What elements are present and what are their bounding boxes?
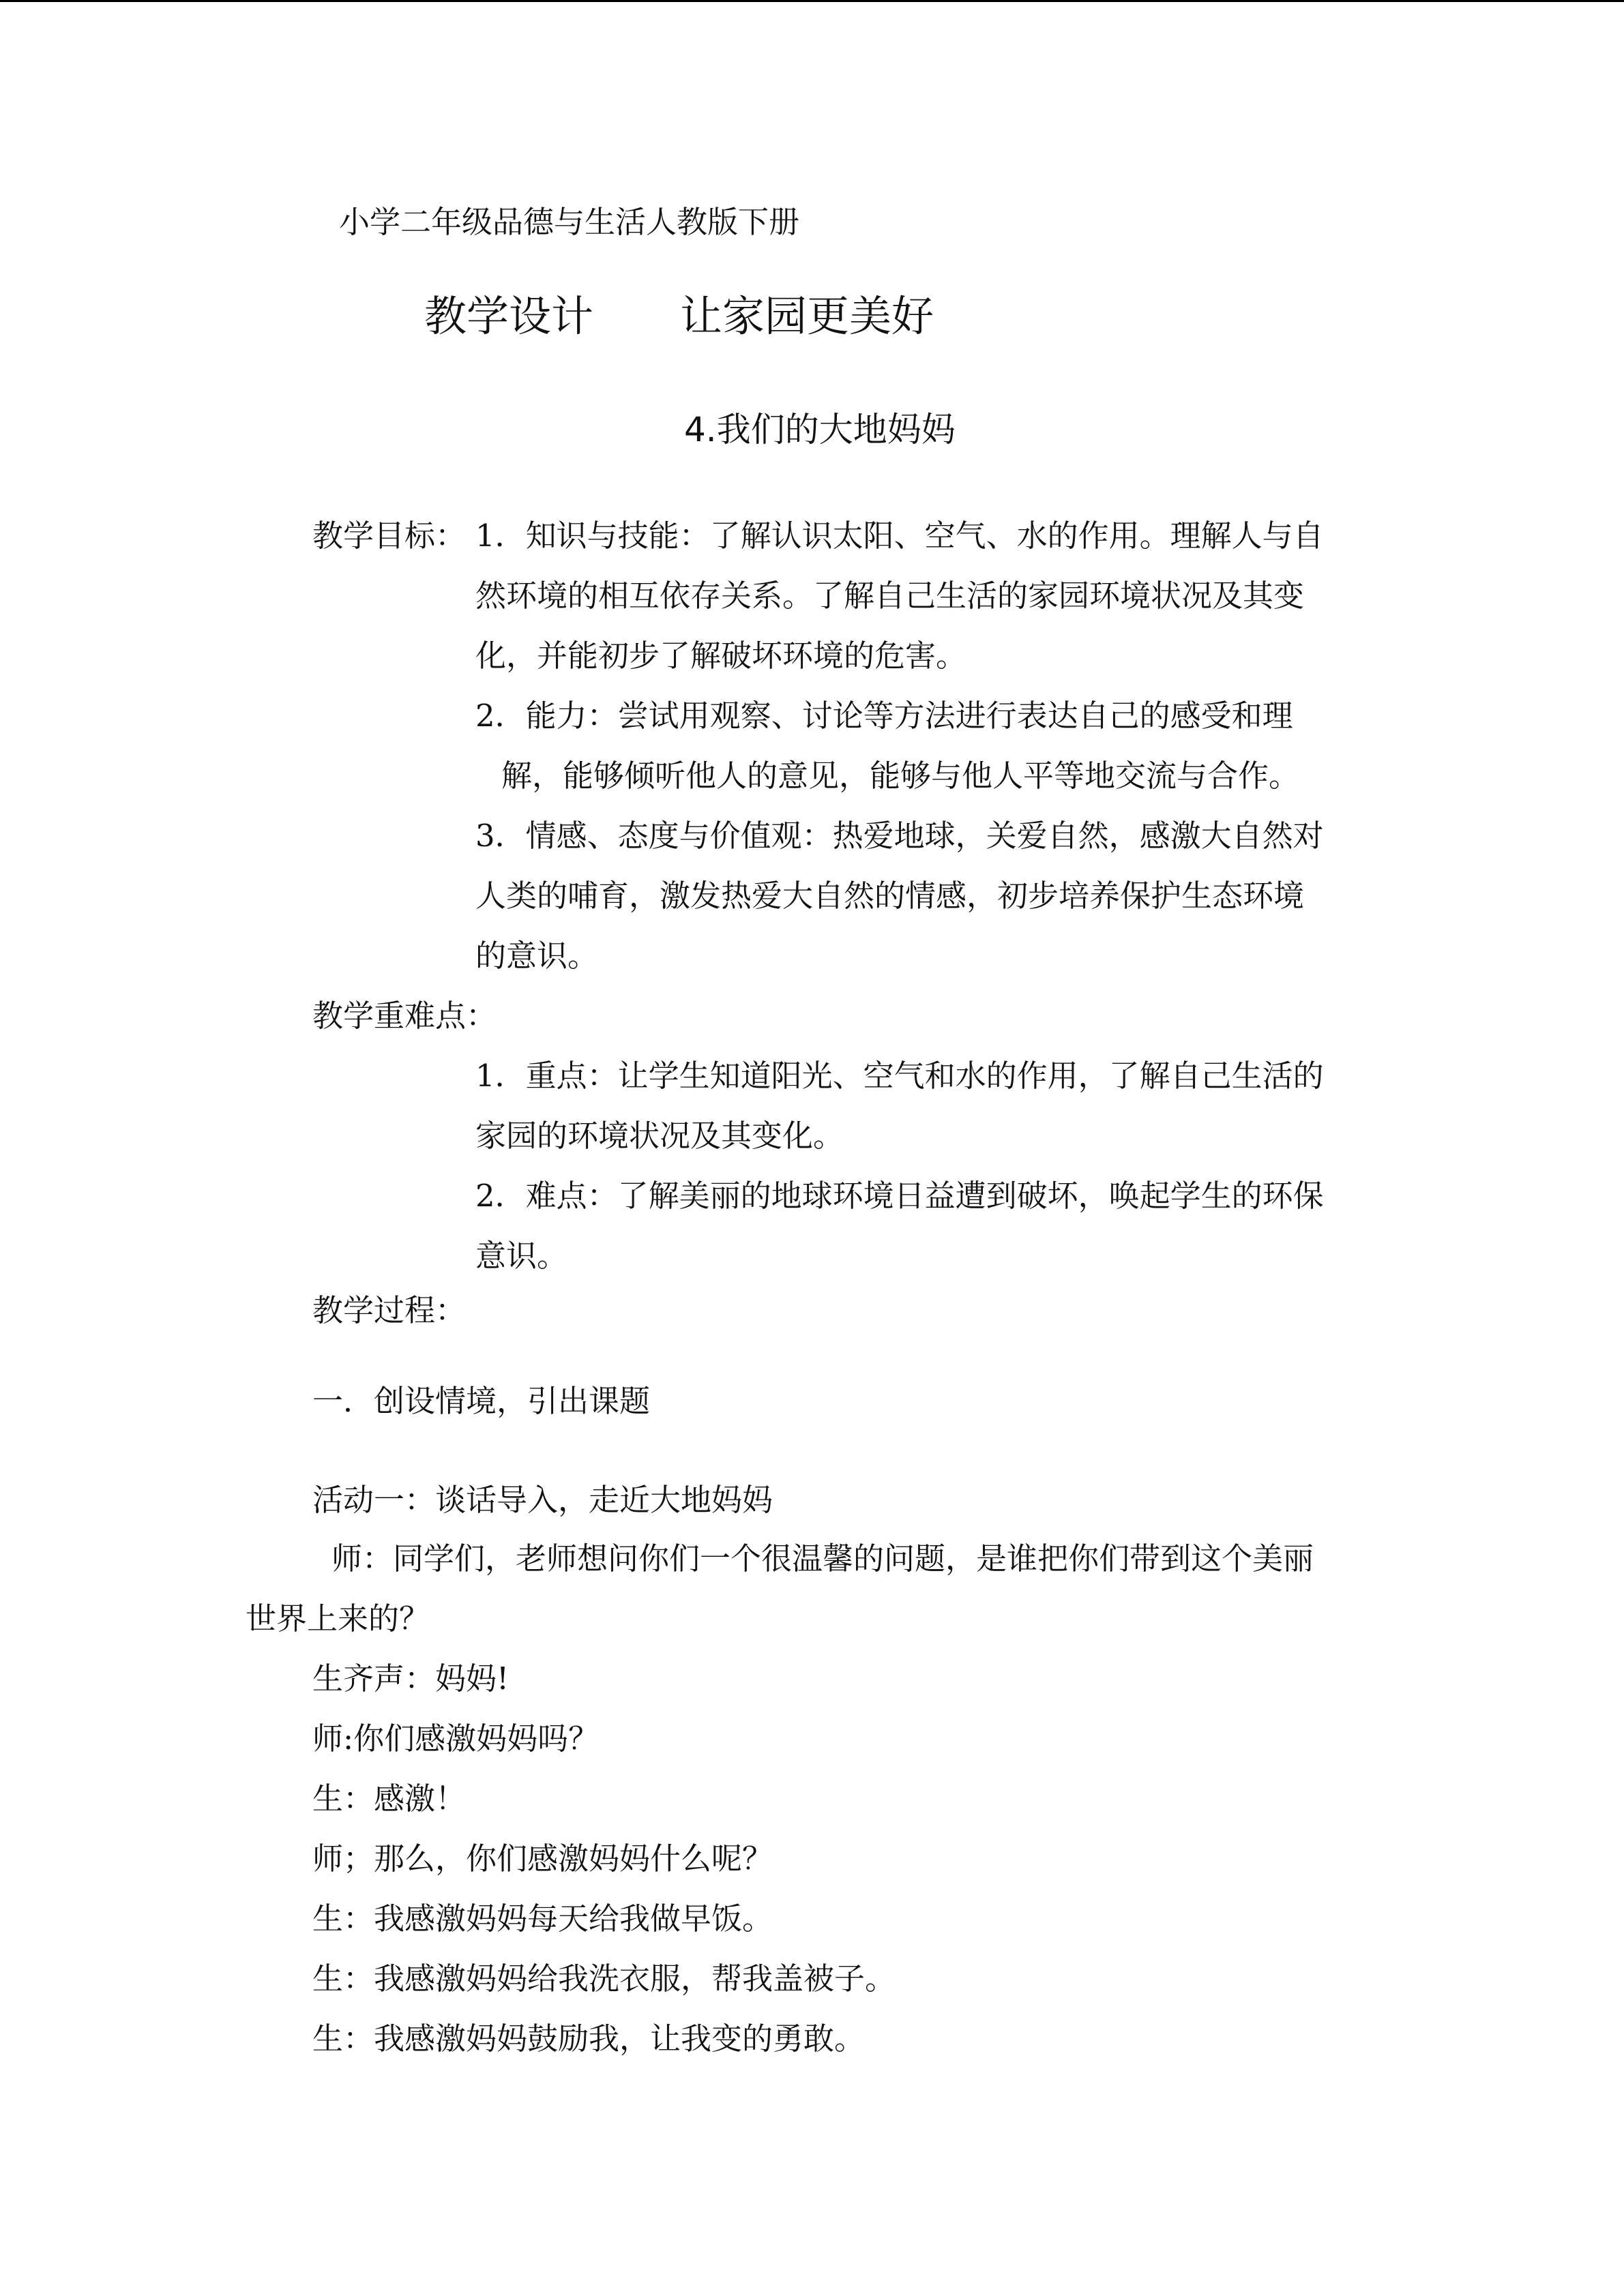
objective-1-line-2: 然环境的相互依存关系。了解自己生活的家园环境状况及其变	[475, 578, 1305, 614]
dialogue-line: 生：我感激妈妈给我洗衣服，帮我盖被子。	[312, 1960, 896, 1997]
objective-3-line-3: 的意识。	[475, 938, 599, 974]
design-label: 教学设计	[424, 291, 594, 341]
dialogue-line: 生齐声：妈妈!	[312, 1660, 510, 1697]
objective-2-line-1: 2．能力：尝试用观察、讨论等方法进行表达自己的感受和理	[475, 698, 1293, 734]
activity-heading: 活动一：谈话导入，走近大地妈妈	[312, 1482, 773, 1518]
key-point-2-line-2: 意识。	[475, 1238, 568, 1274]
process-label: 教学过程：	[312, 1292, 467, 1328]
section-heading: 一．创设情境，引出课题	[312, 1383, 651, 1419]
key-point-1-line-1: 1．重点：让学生知道阳光、空气和水的作用，了解自己生活的	[475, 1058, 1324, 1094]
objective-3-line-2: 人类的哺育，激发热爱大自然的情感，初步培养保护生态环境	[475, 878, 1305, 914]
lesson-title: 4.我们的大地妈妈	[684, 410, 956, 449]
key-points-label: 教学重难点：	[312, 998, 497, 1034]
objective-1-line-1: 1．知识与技能：了解认识太阳、空气、水的作用。理解人与自	[475, 518, 1324, 554]
dialogue-line: 师:你们感激妈妈吗？	[312, 1720, 600, 1757]
series-title: 小学二年级品德与生活人教版下册	[339, 204, 800, 240]
dialogue-line: 生：感激！	[312, 1780, 467, 1817]
objective-1-line-3: 化，并能初步了解破坏环境的危害。	[475, 638, 967, 674]
dialogue-line: 师：同学们，老师想问你们一个很温馨的问题，是谁把你们带到这个美丽	[331, 1540, 1314, 1577]
dialogue-line: 世界上来的？	[246, 1600, 430, 1637]
key-point-2-line-1: 2．难点：了解美丽的地球环境日益遭到破坏，唤起学生的环保	[475, 1178, 1324, 1214]
dialogue-line: 生：我感激妈妈每天给我做早饭。	[312, 1900, 773, 1937]
objective-3-line-1: 3．情感、态度与价值观：热爱地球，关爱自然，感激大自然对	[475, 818, 1324, 854]
objectives-label: 教学目标：	[312, 518, 467, 554]
dialogue-line: 师；那么，你们感激妈妈什么呢？	[312, 1840, 773, 1877]
dialogue-line: 生：我感激妈妈鼓励我，让我变的勇敢。	[312, 2021, 866, 2057]
top-border-rule	[0, 0, 1624, 2]
key-point-1-line-2: 家园的环境状况及其变化。	[475, 1118, 844, 1154]
unit-title: 让家园更美好	[680, 291, 934, 341]
objective-2-line-2: 解，能够倾听他人的意见，能够与他人平等地交流与合作。	[501, 758, 1300, 794]
